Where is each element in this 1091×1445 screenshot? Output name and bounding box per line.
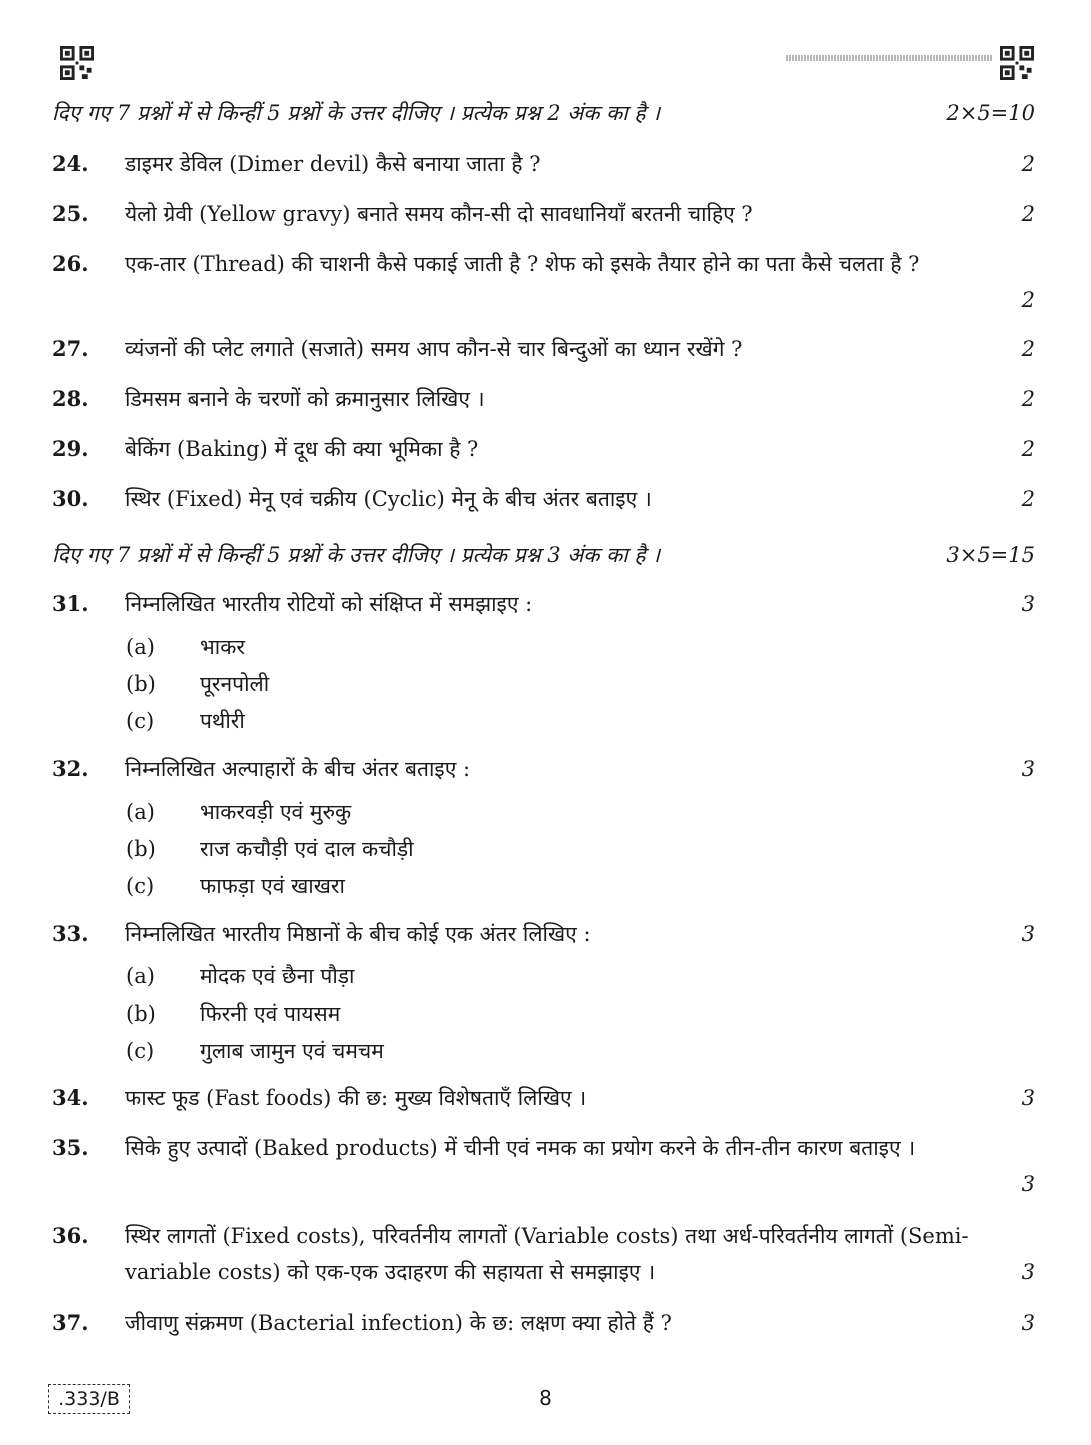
question-text: डाइमर डेविल (Dimer devil) कैसे बनाया जाता है ? <box>125 152 541 176</box>
question-34 <box>52 1080 1035 1116</box>
question-text: सिके हुए उत्पादों (Baked products) में चीनी एवं नमक का प्रयोग करने के तीन-तीन कारण बताइए । <box>125 1136 916 1160</box>
question-text: स्थिर लागतों (Fixed costs), परिवर्तनीय लागतों (Variable costs) तथा अर्ध-परिवर्तनीय लागतों (Semi-variable costs) को एक-एक उदाहरण की सहायता से समझाइए । <box>125 1224 969 1284</box>
question-text: फास्ट फूड (Fast foods) की छ: मुख्य विशेषताएँ लिखिए । <box>125 1086 587 1110</box>
question-26 <box>52 246 1035 318</box>
question-25 <box>52 196 1035 232</box>
question-mark: 3 <box>1021 1172 1035 1196</box>
sub-question-label: (a) <box>126 964 155 988</box>
question-mark: 3 <box>1021 1311 1035 1335</box>
qr-code-icon <box>1000 46 1034 80</box>
sub-question-label: (b) <box>126 1002 156 1026</box>
question-number: 35. <box>52 1135 89 1160</box>
question-number: 33. <box>52 921 89 946</box>
question-number: 29. <box>52 436 89 461</box>
question-number: 36. <box>52 1223 89 1248</box>
question-33 <box>52 916 1035 952</box>
page-number: 8 <box>539 1386 552 1410</box>
sub-question-text: भाकर <box>200 635 245 659</box>
question-28 <box>52 381 1035 417</box>
question-mark: 2 <box>1021 202 1035 226</box>
sub-question-text: भाकरवड़ी एवं मुरुकु <box>200 800 352 824</box>
sub-question-text: पथीरी <box>200 709 245 733</box>
question-24 <box>52 146 1035 182</box>
question-number: 37. <box>52 1310 89 1335</box>
question-text: येलो ग्रेवी (Yellow gravy) बनाते समय कौन-सी दो सावधानियाँ बरतनी चाहिए ? <box>125 202 753 226</box>
question-text: डिमसम बनाने के चरणों को क्रमानुसार लिखिए । <box>125 387 485 411</box>
section-instruction-text: दिए गए 7 प्रश्नों में से किन्हीं 5 प्रश्नों के उत्तर दीजिए । प्रत्येक प्रश्न 3 अंक का है । <box>52 543 661 567</box>
question-mark: 3 <box>1021 1086 1035 1110</box>
question-mark: 2 <box>1021 337 1035 361</box>
question-text: बेकिंग (Baking) में दूध की क्या भूमिका है ? <box>125 437 479 461</box>
question-29 <box>52 431 1035 467</box>
question-text: निम्नलिखित भारतीय मिष्ठानों के बीच कोई एक अंतर लिखिए : <box>125 922 591 946</box>
question-number: 34. <box>52 1085 89 1110</box>
question-number: 25. <box>52 201 89 226</box>
qr-code-icon <box>60 46 94 80</box>
question-mark: 2 <box>1021 487 1035 511</box>
question-number: 27. <box>52 336 89 361</box>
sub-question-label: (c) <box>126 709 155 733</box>
question-mark: 2 <box>1021 437 1035 461</box>
sub-question-label: (c) <box>126 874 155 898</box>
question-35 <box>52 1130 1035 1202</box>
question-mark: 3 <box>1021 592 1035 616</box>
sub-question-label: (c) <box>126 1039 155 1063</box>
question-text: निम्नलिखित भारतीय रोटियों को संक्षिप्त में समझाइए : <box>125 592 533 616</box>
microtext-strip <box>786 55 992 61</box>
sub-question-label: (a) <box>126 800 155 824</box>
section-instruction-2-marks <box>52 98 1035 128</box>
question-text: व्यंजनों की प्लेट लगाते (सजाते) समय आप कौन-से चार बिन्दुओं का ध्यान रखेंगे ? <box>125 337 743 361</box>
sub-question-text: मोदक एवं छैना पौड़ा <box>200 964 355 988</box>
sub-question-text: गुलाब जामुन एवं चमचम <box>200 1039 384 1063</box>
section-total-marks: 2×5=10 <box>946 101 1035 125</box>
qr-code-right <box>1000 46 1034 80</box>
question-number: 31. <box>52 591 89 616</box>
sub-question-text: फाफड़ा एवं खाखरा <box>200 874 345 898</box>
question-36 <box>52 1218 1035 1290</box>
question-mark: 3 <box>1021 1260 1035 1284</box>
sub-question-text: पूरनपोली <box>200 672 270 696</box>
question-32 <box>52 751 1035 787</box>
question-mark: 3 <box>1021 922 1035 946</box>
question-mark: 3 <box>1021 757 1035 781</box>
sub-question-label: (a) <box>126 635 155 659</box>
question-text: स्थिर (Fixed) मेनू एवं चक्रीय (Cyclic) मेनू के बीच अंतर बताइए । <box>125 487 652 511</box>
question-31 <box>52 586 1035 622</box>
sub-question-label: (b) <box>126 672 156 696</box>
question-number: 32. <box>52 756 89 781</box>
question-mark: 2 <box>1021 152 1035 176</box>
question-text: एक-तार (Thread) की चाशनी कैसे पकाई जाती है ? शेफ को इसके तैयार होने का पता कैसे चलता है ? <box>125 252 920 276</box>
question-37 <box>52 1305 1035 1341</box>
question-number: 26. <box>52 251 89 276</box>
section-instruction-3-marks <box>52 540 1035 570</box>
sub-question-text: राज कचौड़ी एवं दाल कचौड़ी <box>200 837 414 861</box>
question-text: जीवाणु संक्रमण (Bacterial infection) के छ: लक्षण क्या होते हैं ? <box>125 1311 672 1335</box>
sub-question-text: फिरनी एवं पायसम <box>200 1002 341 1026</box>
section-instruction-text: दिए गए 7 प्रश्नों में से किन्हीं 5 प्रश्नों के उत्तर दीजिए । प्रत्येक प्रश्न 2 अंक का है । <box>52 101 661 125</box>
section-total-marks: 3×5=15 <box>946 543 1035 567</box>
qr-code-left <box>60 46 94 80</box>
question-30 <box>52 481 1035 517</box>
paper-code-box: .333/B <box>48 1384 130 1414</box>
sub-question-label: (b) <box>126 837 156 861</box>
question-text: निम्नलिखित अल्पाहारों के बीच अंतर बताइए : <box>125 757 471 781</box>
question-number: 28. <box>52 386 89 411</box>
question-27 <box>52 331 1035 367</box>
question-mark: 2 <box>1021 288 1035 312</box>
question-number: 24. <box>52 151 89 176</box>
question-number: 30. <box>52 486 89 511</box>
question-mark: 2 <box>1021 387 1035 411</box>
